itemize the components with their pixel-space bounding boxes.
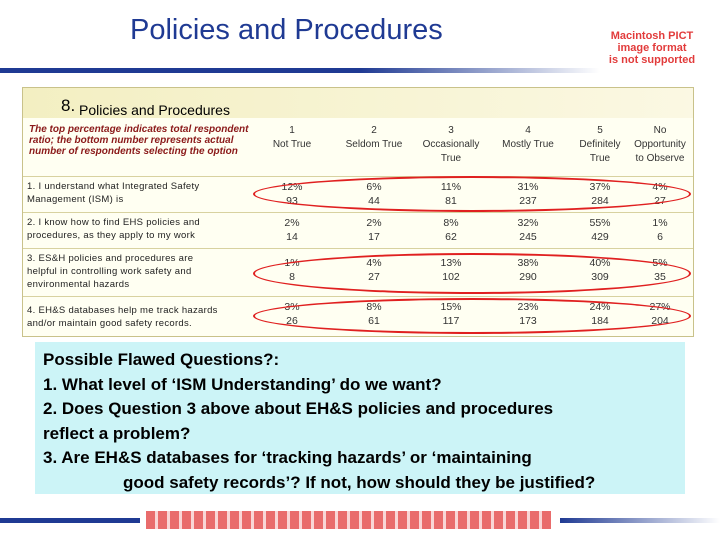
col-header-2 [339, 124, 409, 152]
col-header-line: Opportunity [634, 139, 686, 150]
flawed-heading: Possible Flawed Questions?: [43, 350, 280, 369]
question-line: helpful in controlling work safety and [27, 266, 192, 277]
question-3 [27, 252, 249, 291]
footer-rule-right [560, 518, 720, 523]
highlight-ellipse-row-1 [253, 176, 691, 212]
response-count: 173 [519, 315, 537, 327]
col-header-line: True [440, 153, 462, 164]
response-percent: 3% [284, 301, 300, 313]
highlight-ellipse-row-4 [253, 298, 691, 334]
response-count: 284 [591, 195, 609, 207]
pict-notice-line: image format [617, 42, 687, 54]
response-count: 184 [591, 315, 609, 327]
response-percent: 2% [366, 217, 382, 229]
response-count: 44 [368, 195, 380, 207]
col-header-line: 5 [597, 125, 603, 136]
response-count: 27 [368, 271, 380, 283]
question-4 [27, 304, 249, 330]
response-cell [341, 216, 407, 244]
response-count: 81 [445, 195, 457, 207]
row-separator [23, 296, 693, 297]
question-line: procedures, as they apply to my work [27, 230, 196, 241]
response-percent: 6% [366, 181, 382, 193]
survey-table [22, 87, 694, 337]
response-count: 309 [591, 271, 609, 283]
response-cell [259, 216, 325, 244]
col-header-line: 1 [289, 125, 295, 136]
highlight-ellipse-row-3 [253, 253, 691, 294]
response-count: 117 [442, 315, 460, 327]
response-count: 14 [286, 231, 298, 243]
response-percent: 5% [652, 257, 668, 269]
question-line: 3. ES&H policies and procedures are [27, 253, 194, 264]
col-header-line: Mostly True [502, 139, 554, 150]
col-header-6 [627, 124, 693, 166]
response-percent: 11% [440, 181, 462, 193]
col-header-3 [416, 124, 486, 166]
pict-unsupported-notice [598, 30, 706, 66]
section-number: 8. [61, 96, 76, 115]
response-count: 26 [286, 315, 298, 327]
col-header-line: True [589, 153, 611, 164]
flawed-question-1: 1. What level of ‘ISM Understanding’ do we want? [43, 374, 442, 394]
response-count: 290 [519, 271, 537, 283]
flawed-question-2: 2. Does Question 3 above about EH&S policies and procedures [43, 399, 554, 418]
row-separator [23, 248, 693, 249]
response-percent: 23% [517, 301, 539, 313]
footer-rule [0, 518, 140, 523]
response-count: 8 [289, 271, 295, 283]
response-percent: 40% [589, 257, 611, 269]
response-count: 27 [654, 195, 666, 207]
response-percent: 4% [652, 181, 668, 193]
question-line: 1. I understand what Integrated Safety [27, 181, 200, 192]
question-line: Management (ISM) is [27, 194, 124, 205]
response-percent: 13% [440, 257, 462, 269]
col-header-line: Occasionally [422, 139, 480, 150]
survey-header [23, 88, 693, 118]
flawed-question-2-cont: reflect a problem? [43, 423, 191, 443]
response-percent: 31% [517, 181, 539, 193]
flawed-questions-box [35, 342, 685, 494]
response-percent: 37% [589, 181, 611, 193]
flawed-question-3: 3. Are EH&S databases for ‘tracking hazards’ or ‘maintaining [43, 448, 532, 467]
slide-title: Policies and Procedures [130, 14, 443, 46]
question-line: 2. I know how to find EHS policies and [27, 217, 200, 228]
response-percent: 27% [649, 301, 671, 313]
row-separator [23, 212, 693, 213]
response-count: 245 [519, 231, 537, 243]
response-count: 237 [519, 195, 537, 207]
col-header-1 [259, 124, 325, 152]
question-line: and/or maintain good safety records. [27, 318, 192, 329]
response-count: 62 [445, 231, 457, 243]
col-header-line: Definitely [579, 139, 621, 150]
col-header-5 [567, 124, 633, 166]
response-percent: 12% [281, 181, 303, 193]
response-count: 6 [657, 231, 663, 243]
response-percent: 1% [652, 217, 668, 229]
title-rule [0, 68, 600, 73]
response-count: 102 [442, 271, 460, 283]
response-percent: 55% [589, 217, 611, 229]
response-cell [567, 216, 633, 244]
question-2 [27, 216, 249, 242]
section-title: Policies and Procedures [79, 102, 230, 118]
response-percent: 4% [366, 257, 382, 269]
col-header-line: 3 [448, 125, 454, 136]
flawed-question-3-cont: good safety records’? If not, how should they be justified? [123, 472, 596, 492]
question-line: 4. EH&S databases help me track hazards [27, 305, 218, 316]
col-header-line: No [653, 125, 667, 136]
col-header-line: Not True [272, 139, 312, 150]
row-separator [23, 176, 693, 177]
col-header-line: 2 [371, 125, 377, 136]
response-count: 204 [651, 315, 669, 327]
response-cell [627, 216, 693, 244]
response-count: 35 [654, 271, 666, 283]
response-percent: 8% [443, 217, 459, 229]
response-percent: 15% [440, 301, 462, 313]
question-1 [27, 180, 249, 206]
response-count: 61 [368, 315, 380, 327]
question-line: environmental hazards [27, 279, 130, 290]
col-header-line: 4 [525, 125, 531, 136]
response-count: 17 [368, 231, 380, 243]
unsupported-image-placeholder [146, 511, 551, 529]
response-percent: 24% [589, 301, 611, 313]
response-percent: 2% [284, 217, 300, 229]
response-percent: 32% [517, 217, 539, 229]
pict-notice-line: is not supported [608, 54, 696, 66]
col-header-line: Seldom True [345, 139, 403, 150]
response-percent: 38% [517, 257, 539, 269]
response-percent: 1% [284, 257, 300, 269]
col-header-line: to Observe [635, 153, 685, 164]
pict-notice-line: Macintosh PICT [610, 30, 694, 42]
response-count: 429 [591, 231, 609, 243]
col-header-4 [495, 124, 561, 152]
response-cell [418, 216, 484, 244]
response-cell [495, 216, 561, 244]
respondent-note: The top percentage indicates total respondent ratio; the bottom number represents actual number of respondents selecting the option [29, 124, 249, 157]
response-count: 93 [286, 195, 298, 207]
response-percent: 8% [366, 301, 382, 313]
